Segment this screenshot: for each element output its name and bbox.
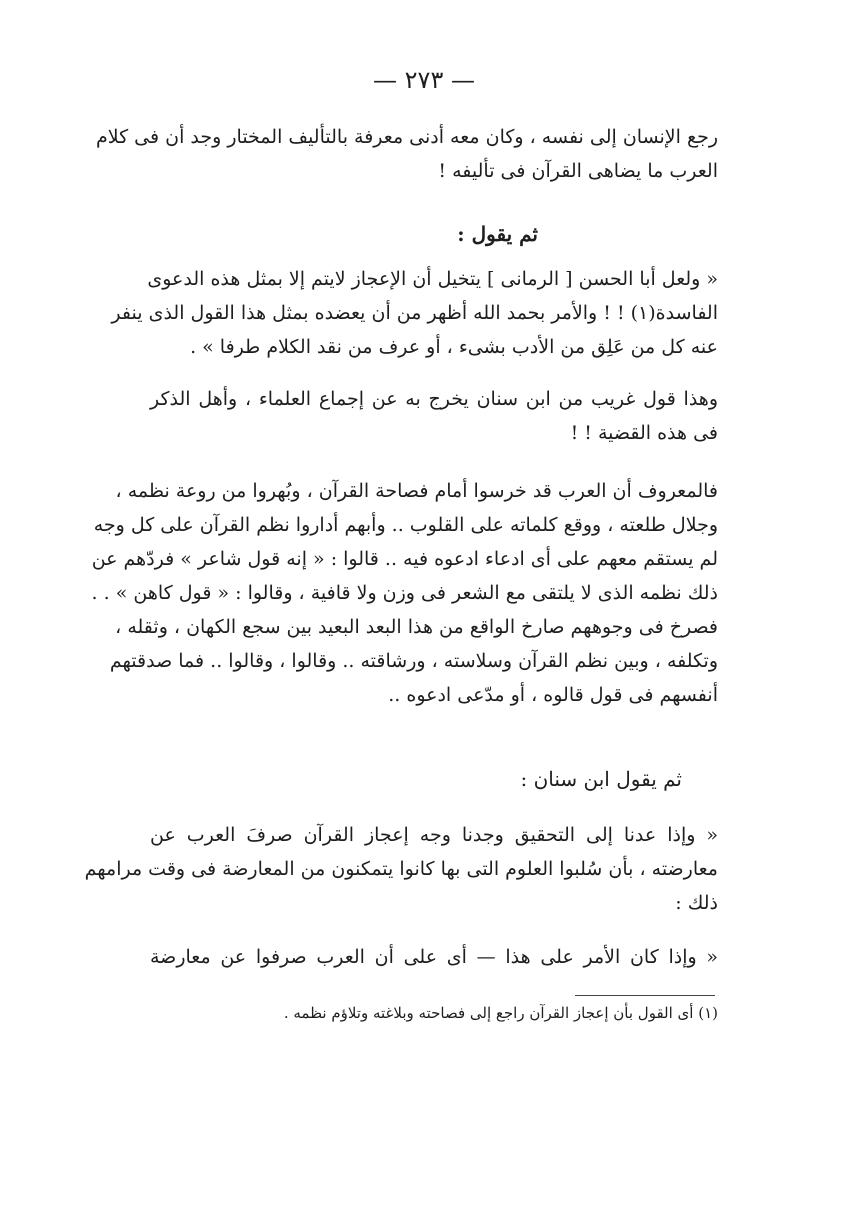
text-line: عنه كل من عَلِق من الأدب بشىء ، أو عرف من نقد الكلام طرفا » . bbox=[190, 336, 718, 358]
text-line: وجلال طلعته ، ووقع كلماته على القلوب .. وأبهم أداروا نظم القرآن على كل وجه bbox=[93, 514, 718, 536]
text-line: « وإذا كان الأمر على هذا — أى على أن العرب صرفوا عن معارضة bbox=[150, 946, 718, 968]
text-line: فالمعروف أن العرب قد خرسوا أمام فصاحة القرآن ، وبُهروا من روعة نظمه ، bbox=[115, 480, 718, 502]
footnote-divider bbox=[575, 995, 715, 996]
text-line: لم يستقم معهم على أى ادعاء ادعوه فيه .. قالوا : « إنه قول شاعر » فردّهم عن bbox=[91, 548, 718, 570]
text-line: « ولعل أبا الحسن [ الرمانى ] يتخيل أن الإعجاز لايتم إلا بمثل هذه الدعوى bbox=[147, 268, 718, 290]
footnote: (١) أى القول بأن إعجاز القرآن راجع إلى فصاحته وبلاغته وتلاؤم نظمه . bbox=[283, 1004, 718, 1022]
text-line: أنفسهم فى قول قالوه ، أو مدّعى ادعوه .. bbox=[388, 684, 718, 706]
text-line: « وإذا عدنا إلى التحقيق وجدنا وجه إعجاز القرآن صرفَ العرب عن bbox=[150, 824, 718, 846]
text-line: وهذا قول غريب من ابن سنان يخرج به عن إجماع العلماء ، وأهل الذكر bbox=[150, 388, 718, 410]
paragraph-5-quote bbox=[84, 818, 718, 920]
text-line: ذلك نظمه الذى لا يلتقى مع الشعر فى وزن ولا قافية ، وقالوا : « قول كاهن » . . bbox=[91, 582, 718, 604]
text-line: الفاسدة(١) ! ! والأمر بحمد الله أظهر من أن يعضده بمثل هذا القول الذى ينفر bbox=[111, 302, 718, 324]
paragraph-1 bbox=[96, 120, 718, 188]
paragraph-3 bbox=[150, 382, 718, 450]
heading-then-says: ثم يقول : bbox=[457, 222, 538, 246]
paragraph-4 bbox=[91, 474, 718, 712]
text-line: معارضته ، بأن سُلبوا العلوم التى بها كانوا يتمكنون من المعارضة فى وقت مرامهم bbox=[84, 858, 718, 880]
text-line: وتكلفه ، وبين نظم القرآن وسلاسته ، ورشاقته .. وقالوا ، وقالوا .. فما صدقتهم bbox=[109, 650, 718, 672]
text-line: ذلك : bbox=[675, 892, 718, 914]
text-line: رجع الإنسان إلى نفسه ، وكان معه أدنى معرفة بالتأليف المختار وجد أن فى كلام bbox=[96, 126, 718, 148]
text-line: فى هذه القضية ! ! bbox=[570, 422, 718, 444]
paragraph-6-quote bbox=[150, 940, 718, 974]
heading-ibn-sinan-says: ثم يقول ابن سنان : bbox=[520, 767, 682, 791]
text-line: فصرخ فى وجوههم صارخ الواقع من هذا البعد البعيد بين سجع الكهان ، وثقله ، bbox=[115, 616, 718, 638]
paragraph-2-quote bbox=[111, 262, 718, 364]
page-number: — ٢٧٣ — bbox=[373, 66, 475, 94]
text-line: العرب ما يضاهى القرآن فى تأليفه ! bbox=[438, 160, 718, 182]
